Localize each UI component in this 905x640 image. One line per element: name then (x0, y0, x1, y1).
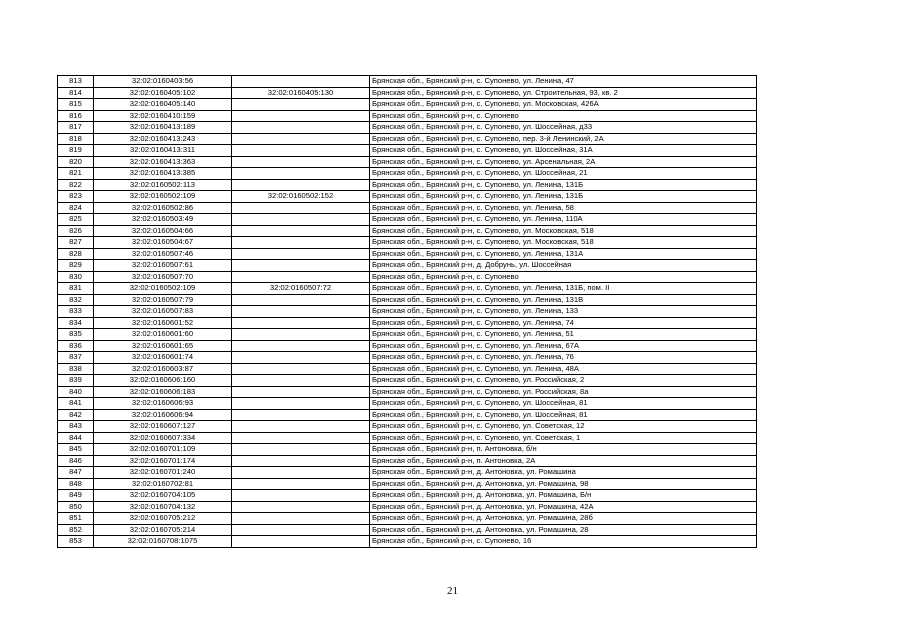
parent-cadastral-number-cell (232, 329, 370, 341)
table-row (58, 156, 757, 168)
address-cell: Брянская обл., Брянский р-н, с. Супонево, ул. Ленина, 58 (370, 202, 757, 214)
row-number-cell: 815 (58, 99, 94, 111)
row-number-cell: 827 (58, 237, 94, 249)
table-row (58, 133, 757, 145)
cadastral-number-cell: 32:02:0160701:174 (94, 455, 232, 467)
table-row (58, 409, 757, 421)
address-cell: Брянская обл., Брянский р-н, с. Супонево, ул. Российская, 2 (370, 375, 757, 387)
row-number-cell: 852 (58, 524, 94, 536)
parent-cadastral-number-cell (232, 306, 370, 318)
row-number-cell: 849 (58, 490, 94, 502)
row-number-cell: 831 (58, 283, 94, 295)
address-cell: Брянская обл., Брянский р-н, д. Антоновка, ул. Ромашина (370, 467, 757, 479)
table-row (58, 524, 757, 536)
address-cell: Брянская обл., Брянский р-н, д. Антоновка, ул. Ромашина, 28б (370, 513, 757, 525)
parent-cadastral-number-cell (232, 363, 370, 375)
row-number-cell: 829 (58, 260, 94, 272)
table-row (58, 237, 757, 249)
parent-cadastral-number-cell: 32:02:0160502:152 (232, 191, 370, 203)
parent-cadastral-number-cell (232, 214, 370, 226)
property-register-table (57, 75, 757, 548)
cadastral-number-cell: 32:02:0160701:109 (94, 444, 232, 456)
cadastral-number-cell: 32:02:0160507:83 (94, 306, 232, 318)
parent-cadastral-number-cell (232, 145, 370, 157)
register-table-body (58, 76, 757, 548)
parent-cadastral-number-cell (232, 375, 370, 387)
row-number-cell: 824 (58, 202, 94, 214)
address-cell: Брянская обл., Брянский р-н, с. Супонево, ул. Московская, 426А (370, 99, 757, 111)
cadastral-number-cell: 32:02:0160507:79 (94, 294, 232, 306)
parent-cadastral-number-cell (232, 409, 370, 421)
cadastral-number-cell: 32:02:0160601:60 (94, 329, 232, 341)
table-row (58, 340, 757, 352)
cadastral-number-cell: 32:02:0160413:385 (94, 168, 232, 180)
address-cell: Брянская обл., Брянский р-н, с. Супонево, ул. Шоссейная, 81 (370, 409, 757, 421)
address-cell: Брянская обл., Брянский р-н, с. Супонево, ул. Ленина, 131Б (370, 179, 757, 191)
address-cell: Брянская обл., Брянский р-н, с. Супонево, пер. 3-й Ленинский, 2А (370, 133, 757, 145)
parent-cadastral-number-cell (232, 110, 370, 122)
cadastral-number-cell: 32:02:0160403:56 (94, 76, 232, 88)
address-cell: Брянская обл., Брянский р-н, с. Супонево, ул. Ленина, 51 (370, 329, 757, 341)
row-number-cell: 818 (58, 133, 94, 145)
table-row (58, 283, 757, 295)
table-row (58, 444, 757, 456)
address-cell: Брянская обл., Брянский р-н, с. Супонево, ул. Российская, 8а (370, 386, 757, 398)
address-cell: Брянская обл., Брянский р-н, с. Супонево, ул. Шоссейная, 31А (370, 145, 757, 157)
cadastral-number-cell: 32:02:0160704:105 (94, 490, 232, 502)
parent-cadastral-number-cell (232, 501, 370, 513)
table-row (58, 99, 757, 111)
address-cell: Брянская обл., Брянский р-н, с. Супонево, ул. Шоссейная, 81 (370, 398, 757, 410)
cadastral-number-cell: 32:02:0160601:65 (94, 340, 232, 352)
parent-cadastral-number-cell (232, 99, 370, 111)
table-row (58, 87, 757, 99)
table-row (58, 363, 757, 375)
parent-cadastral-number-cell (232, 432, 370, 444)
cadastral-number-cell: 32:02:0160502:109 (94, 191, 232, 203)
row-number-cell: 817 (58, 122, 94, 134)
parent-cadastral-number-cell (232, 524, 370, 536)
table-row (58, 375, 757, 387)
table-row (58, 271, 757, 283)
table-row (58, 214, 757, 226)
cadastral-number-cell: 32:02:0160603:87 (94, 363, 232, 375)
table-row (58, 513, 757, 525)
address-cell: Брянская обл., Брянский р-н, с. Супонево, ул. Ленина, 74 (370, 317, 757, 329)
table-row (58, 260, 757, 272)
table-row (58, 398, 757, 410)
cadastral-number-cell: 32:02:0160702:81 (94, 478, 232, 490)
table-row (58, 329, 757, 341)
table-row (58, 501, 757, 513)
parent-cadastral-number-cell (232, 133, 370, 145)
address-cell: Брянская обл., Брянский р-н, с. Супонево, ул. Шоссейная, д33 (370, 122, 757, 134)
row-number-cell: 816 (58, 110, 94, 122)
cadastral-number-cell: 32:02:0160705:214 (94, 524, 232, 536)
row-number-cell: 821 (58, 168, 94, 180)
table-row (58, 306, 757, 318)
row-number-cell: 832 (58, 294, 94, 306)
row-number-cell: 835 (58, 329, 94, 341)
parent-cadastral-number-cell (232, 294, 370, 306)
cadastral-number-cell: 32:02:0160601:52 (94, 317, 232, 329)
cadastral-number-cell: 32:02:0160504:66 (94, 225, 232, 237)
table-row (58, 490, 757, 502)
parent-cadastral-number-cell (232, 179, 370, 191)
address-cell: Брянская обл., Брянский р-н, с. Супонево, ул. Ленина, 110А (370, 214, 757, 226)
row-number-cell: 841 (58, 398, 94, 410)
table-row (58, 352, 757, 364)
address-cell: Брянская обл., Брянский р-н, с. Супонево, ул. Московская, 518 (370, 237, 757, 249)
table-row (58, 225, 757, 237)
table-row (58, 467, 757, 479)
parent-cadastral-number-cell (232, 490, 370, 502)
parent-cadastral-number-cell (232, 122, 370, 134)
parent-cadastral-number-cell (232, 340, 370, 352)
address-cell: Брянская обл., Брянский р-н, п. Антоновка, 2А (370, 455, 757, 467)
row-number-cell: 844 (58, 432, 94, 444)
table-row (58, 317, 757, 329)
row-number-cell: 814 (58, 87, 94, 99)
row-number-cell: 823 (58, 191, 94, 203)
table-row (58, 294, 757, 306)
row-number-cell: 826 (58, 225, 94, 237)
cadastral-number-cell: 32:02:0160507:70 (94, 271, 232, 283)
parent-cadastral-number-cell (232, 237, 370, 249)
table-row (58, 421, 757, 433)
row-number-cell: 828 (58, 248, 94, 260)
table-row (58, 110, 757, 122)
row-number-cell: 843 (58, 421, 94, 433)
row-number-cell: 850 (58, 501, 94, 513)
cadastral-number-cell: 32:02:0160405:102 (94, 87, 232, 99)
address-cell: Брянская обл., Брянский р-н, с. Супонево, ул. Ленина, 48А (370, 363, 757, 375)
parent-cadastral-number-cell (232, 156, 370, 168)
row-number-cell: 825 (58, 214, 94, 226)
parent-cadastral-number-cell: 32:02:0160405:130 (232, 87, 370, 99)
table-row (58, 386, 757, 398)
table-row (58, 191, 757, 203)
address-cell: Брянская обл., Брянский р-н, д. Антоновка, ул. Ромашина, 98 (370, 478, 757, 490)
cadastral-number-cell: 32:02:0160701:240 (94, 467, 232, 479)
row-number-cell: 846 (58, 455, 94, 467)
row-number-cell: 819 (58, 145, 94, 157)
table-row (58, 455, 757, 467)
row-number-cell: 842 (58, 409, 94, 421)
address-cell: Брянская обл., Брянский р-н, д. Антоновка, ул. Ромашина, Б/н (370, 490, 757, 502)
row-number-cell: 845 (58, 444, 94, 456)
cadastral-number-cell: 32:02:0160410:159 (94, 110, 232, 122)
cadastral-number-cell: 32:02:0160503:49 (94, 214, 232, 226)
address-cell: Брянская обл., Брянский р-н, с. Супонево (370, 110, 757, 122)
address-cell: Брянская обл., Брянский р-н, п. Антоновка, б/н (370, 444, 757, 456)
address-cell: Брянская обл., Брянский р-н, с. Супонево, ул. Советская, 12 (370, 421, 757, 433)
address-cell: Брянская обл., Брянский р-н, д. Добрунь, ул. Шоссейная (370, 260, 757, 272)
parent-cadastral-number-cell (232, 225, 370, 237)
address-cell: Брянская обл., Брянский р-н, д. Антоновка, ул. Ромашина, 28 (370, 524, 757, 536)
parent-cadastral-number-cell (232, 317, 370, 329)
table-row (58, 248, 757, 260)
cadastral-number-cell: 32:02:0160502:113 (94, 179, 232, 191)
page-number: 21 (447, 585, 458, 597)
row-number-cell: 839 (58, 375, 94, 387)
row-number-cell: 830 (58, 271, 94, 283)
address-cell: Брянская обл., Брянский р-н, с. Супонево, 16 (370, 536, 757, 548)
address-cell: Брянская обл., Брянский р-н, д. Антоновка, ул. Ромашина, 42А (370, 501, 757, 513)
cadastral-number-cell: 32:02:0160504:67 (94, 237, 232, 249)
cadastral-number-cell: 32:02:0160413:311 (94, 145, 232, 157)
row-number-cell: 833 (58, 306, 94, 318)
cadastral-number-cell: 32:02:0160704:132 (94, 501, 232, 513)
cadastral-number-cell: 32:02:0160606:183 (94, 386, 232, 398)
table-row (58, 122, 757, 134)
cadastral-number-cell: 32:02:0160607:334 (94, 432, 232, 444)
address-cell: Брянская обл., Брянский р-н, с. Супонево, ул. Московская, 518 (370, 225, 757, 237)
cadastral-number-cell: 32:02:0160705:212 (94, 513, 232, 525)
cadastral-number-cell: 32:02:0160413:189 (94, 122, 232, 134)
address-cell: Брянская обл., Брянский р-н, с. Супонево, ул. Ленина, 131В (370, 294, 757, 306)
parent-cadastral-number-cell (232, 467, 370, 479)
row-number-cell: 813 (58, 76, 94, 88)
row-number-cell: 847 (58, 467, 94, 479)
cadastral-number-cell: 32:02:0160606:94 (94, 409, 232, 421)
address-cell: Брянская обл., Брянский р-н, с. Супонево, ул. Ленина, 47 (370, 76, 757, 88)
address-cell: Брянская обл., Брянский р-н, с. Супонево, ул. Советская, 1 (370, 432, 757, 444)
parent-cadastral-number-cell (232, 536, 370, 548)
address-cell: Брянская обл., Брянский р-н, с. Супонево, ул. Ленина, 76 (370, 352, 757, 364)
table-row (58, 536, 757, 548)
parent-cadastral-number-cell (232, 513, 370, 525)
row-number-cell: 836 (58, 340, 94, 352)
address-cell: Брянская обл., Брянский р-н, с. Супонево, ул. Ленина, 131Б, пом. II (370, 283, 757, 295)
row-number-cell: 851 (58, 513, 94, 525)
cadastral-number-cell: 32:02:0160413:363 (94, 156, 232, 168)
address-cell: Брянская обл., Брянский р-н, с. Супонево, ул. Шоссейная, 21 (370, 168, 757, 180)
parent-cadastral-number-cell (232, 421, 370, 433)
cadastral-number-cell: 32:02:0160607:127 (94, 421, 232, 433)
table-row (58, 202, 757, 214)
cadastral-number-cell: 32:02:0160606:93 (94, 398, 232, 410)
address-cell: Брянская обл., Брянский р-н, с. Супонево, ул. Строительная, 93, кв. 2 (370, 87, 757, 99)
cadastral-number-cell: 32:02:0160502:109 (94, 283, 232, 295)
address-cell: Брянская обл., Брянский р-н, с. Супонево, ул. Ленина, 67А (370, 340, 757, 352)
parent-cadastral-number-cell (232, 248, 370, 260)
cadastral-number-cell: 32:02:0160405:140 (94, 99, 232, 111)
row-number-cell: 840 (58, 386, 94, 398)
cadastral-number-cell: 32:02:0160502:86 (94, 202, 232, 214)
parent-cadastral-number-cell (232, 444, 370, 456)
parent-cadastral-number-cell (232, 398, 370, 410)
table-row (58, 145, 757, 157)
parent-cadastral-number-cell (232, 260, 370, 272)
row-number-cell: 838 (58, 363, 94, 375)
row-number-cell: 837 (58, 352, 94, 364)
address-cell: Брянская обл., Брянский р-н, с. Супонево, ул. Ленина, 131Б (370, 191, 757, 203)
parent-cadastral-number-cell (232, 386, 370, 398)
cadastral-number-cell: 32:02:0160606:160 (94, 375, 232, 387)
table-row (58, 179, 757, 191)
parent-cadastral-number-cell: 32:02:0160507:72 (232, 283, 370, 295)
row-number-cell: 848 (58, 478, 94, 490)
row-number-cell: 822 (58, 179, 94, 191)
parent-cadastral-number-cell (232, 202, 370, 214)
address-cell: Брянская обл., Брянский р-н, с. Супонево, ул. Арсенальная, 2А (370, 156, 757, 168)
address-cell: Брянская обл., Брянский р-н, с. Супонево (370, 271, 757, 283)
parent-cadastral-number-cell (232, 76, 370, 88)
table-row (58, 478, 757, 490)
cadastral-number-cell: 32:02:0160708:1075 (94, 536, 232, 548)
parent-cadastral-number-cell (232, 352, 370, 364)
table-row (58, 432, 757, 444)
table-row (58, 168, 757, 180)
cadastral-number-cell: 32:02:0160601:74 (94, 352, 232, 364)
cadastral-number-cell: 32:02:0160507:61 (94, 260, 232, 272)
cadastral-number-cell: 32:02:0160413:243 (94, 133, 232, 145)
row-number-cell: 853 (58, 536, 94, 548)
parent-cadastral-number-cell (232, 455, 370, 467)
address-cell: Брянская обл., Брянский р-н, с. Супонево, ул. Ленина, 133 (370, 306, 757, 318)
parent-cadastral-number-cell (232, 271, 370, 283)
table-row (58, 76, 757, 88)
parent-cadastral-number-cell (232, 168, 370, 180)
row-number-cell: 820 (58, 156, 94, 168)
cadastral-number-cell: 32:02:0160507:46 (94, 248, 232, 260)
row-number-cell: 834 (58, 317, 94, 329)
parent-cadastral-number-cell (232, 478, 370, 490)
address-cell: Брянская обл., Брянский р-н, с. Супонево, ул. Ленина, 131А (370, 248, 757, 260)
